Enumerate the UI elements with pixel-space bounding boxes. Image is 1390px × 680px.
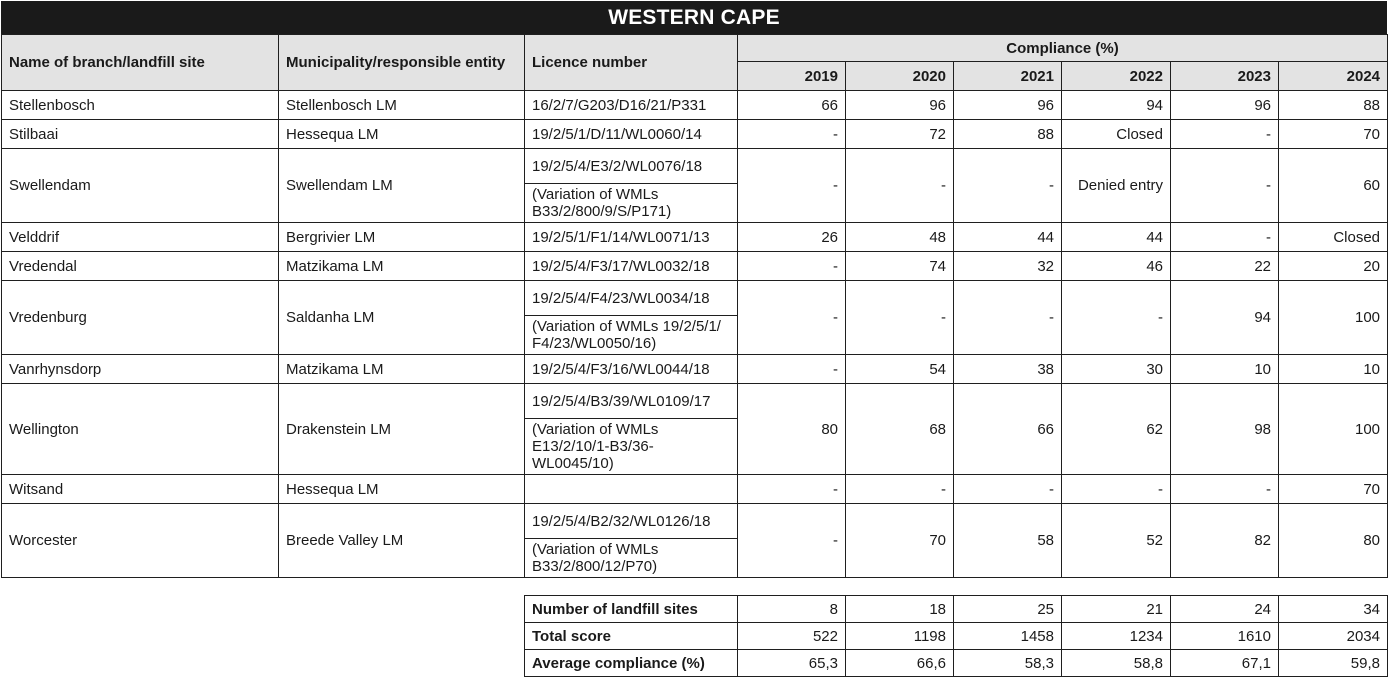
licence-number: 16/2/7/G203/D16/21/P331 — [525, 91, 738, 120]
municipality: Drakenstein LM — [279, 384, 525, 475]
table-row — [2, 91, 1388, 120]
compliance-value: 96 — [1171, 91, 1279, 120]
table-row — [2, 281, 1388, 316]
compliance-value: 66 — [954, 384, 1062, 475]
municipality: Swellendam LM — [279, 149, 525, 223]
municipality: Hessequa LM — [279, 120, 525, 149]
summary-value: 1234 — [1062, 623, 1171, 650]
compliance-value: 100 — [1279, 281, 1388, 355]
compliance-value: Denied entry — [1062, 149, 1171, 223]
licence-variation: (Variation of WMLs B33/2/800/12/P70) — [525, 539, 738, 578]
compliance-value: 58 — [954, 504, 1062, 578]
licence-number: 19/2/5/1/D/11/WL0060/14 — [525, 120, 738, 149]
summary-label: Number of landfill sites — [525, 596, 738, 623]
header-year-2021: 2021 — [954, 62, 1062, 91]
compliance-value: - — [846, 149, 954, 223]
compliance-value: 98 — [1171, 384, 1279, 475]
compliance-value: 80 — [1279, 504, 1388, 578]
compliance-value: 88 — [954, 120, 1062, 149]
site-name: Vanrhynsdorp — [2, 355, 279, 384]
compliance-value: Closed — [1062, 120, 1171, 149]
compliance-value: 70 — [1279, 475, 1388, 504]
licence-number: 19/2/5/4/E3/2/WL0076/18 — [525, 149, 738, 184]
compliance-value: - — [1062, 281, 1171, 355]
summary-value: 67,1 — [1171, 650, 1279, 677]
compliance-value: - — [954, 149, 1062, 223]
compliance-value: - — [738, 149, 846, 223]
compliance-value: - — [1171, 475, 1279, 504]
compliance-value: 80 — [738, 384, 846, 475]
site-name: Velddrif — [2, 223, 279, 252]
header-year-2024: 2024 — [1279, 62, 1388, 91]
header-licence: Licence number — [525, 35, 738, 91]
summary-value: 21 — [1062, 596, 1171, 623]
site-name: Wellington — [2, 384, 279, 475]
compliance-value: - — [846, 475, 954, 504]
table-row — [2, 355, 1388, 384]
summary-value: 8 — [738, 596, 846, 623]
summary-value: 34 — [1279, 596, 1388, 623]
municipality: Stellenbosch LM — [279, 91, 525, 120]
province-title: WESTERN CAPE — [1, 1, 1387, 34]
site-name: Vredendal — [2, 252, 279, 281]
licence-number: 19/2/5/4/B3/39/WL0109/17 — [525, 384, 738, 419]
summary-value: 24 — [1171, 596, 1279, 623]
compliance-value: 22 — [1171, 252, 1279, 281]
compliance-value: 38 — [954, 355, 1062, 384]
compliance-value: - — [738, 120, 846, 149]
summary-value: 2034 — [1279, 623, 1388, 650]
summary-value: 1198 — [846, 623, 954, 650]
licence-number: 19/2/5/4/F3/17/WL0032/18 — [525, 252, 738, 281]
compliance-value: - — [954, 281, 1062, 355]
header-year-2023: 2023 — [1171, 62, 1279, 91]
compliance-value: 96 — [846, 91, 954, 120]
licence-number — [525, 475, 738, 504]
site-name: Witsand — [2, 475, 279, 504]
summary-value: 25 — [954, 596, 1062, 623]
compliance-value: - — [738, 475, 846, 504]
licence-number: 19/2/5/4/F4/23/WL0034/18 — [525, 281, 738, 316]
summary-value: 1458 — [954, 623, 1062, 650]
compliance-value: 62 — [1062, 384, 1171, 475]
site-name: Vredenburg — [2, 281, 279, 355]
licence-number: 19/2/5/4/F3/16/WL0044/18 — [525, 355, 738, 384]
summary-value: 1610 — [1171, 623, 1279, 650]
site-name: Stellenbosch — [2, 91, 279, 120]
compliance-value: - — [846, 281, 954, 355]
summary-label: Average compliance (%) — [525, 650, 738, 677]
municipality: Breede Valley LM — [279, 504, 525, 578]
compliance-value: 100 — [1279, 384, 1388, 475]
compliance-value: 20 — [1279, 252, 1388, 281]
header-year-2020: 2020 — [846, 62, 954, 91]
table-row — [2, 223, 1388, 252]
site-name: Swellendam — [2, 149, 279, 223]
summary-value: 18 — [846, 596, 954, 623]
municipality: Bergrivier LM — [279, 223, 525, 252]
table-row — [2, 384, 1388, 419]
compliance-value: - — [738, 252, 846, 281]
licence-number: 19/2/5/4/B2/32/WL0126/18 — [525, 504, 738, 539]
compliance-value: 52 — [1062, 504, 1171, 578]
licence-variation: (Variation of WMLs B33/2/800/9/S/P171) — [525, 184, 738, 223]
compliance-value: 60 — [1279, 149, 1388, 223]
licence-number: 19/2/5/1/F1/14/WL0071/13 — [525, 223, 738, 252]
table-row — [2, 475, 1388, 504]
summary-value: 65,3 — [738, 650, 846, 677]
licence-variation: (Variation of WMLs E13/2/10/1-B3/36-WL0045/10) — [525, 419, 738, 475]
compliance-value: 68 — [846, 384, 954, 475]
header-year-2019: 2019 — [738, 62, 846, 91]
compliance-value: 82 — [1171, 504, 1279, 578]
municipality: Matzikama LM — [279, 355, 525, 384]
compliance-value: 70 — [846, 504, 954, 578]
compliance-value: - — [1171, 223, 1279, 252]
licence-variation: (Variation of WMLs 19/2/5/1/ F4/23/WL0050/16) — [525, 316, 738, 355]
compliance-value: 96 — [954, 91, 1062, 120]
compliance-document — [1, 1, 1387, 672]
summary-value: 59,8 — [1279, 650, 1388, 677]
compliance-value: 46 — [1062, 252, 1171, 281]
summary-table — [524, 595, 1388, 677]
compliance-value: 74 — [846, 252, 954, 281]
compliance-value: 26 — [738, 223, 846, 252]
header-year-2022: 2022 — [1062, 62, 1171, 91]
compliance-value: 72 — [846, 120, 954, 149]
site-name: Worcester — [2, 504, 279, 578]
site-name: Stilbaai — [2, 120, 279, 149]
compliance-table — [1, 34, 1388, 578]
compliance-value: 66 — [738, 91, 846, 120]
compliance-value: - — [1171, 120, 1279, 149]
compliance-value: 54 — [846, 355, 954, 384]
compliance-value: 10 — [1171, 355, 1279, 384]
compliance-value: - — [738, 281, 846, 355]
table-row — [2, 120, 1388, 149]
summary-value: 58,8 — [1062, 650, 1171, 677]
compliance-value: 32 — [954, 252, 1062, 281]
compliance-value: 44 — [954, 223, 1062, 252]
table-row — [2, 252, 1388, 281]
summary-row — [525, 650, 1388, 677]
header-compliance: Compliance (%) — [738, 35, 1388, 62]
compliance-value: - — [738, 504, 846, 578]
compliance-value: 44 — [1062, 223, 1171, 252]
compliance-value: 88 — [1279, 91, 1388, 120]
header-site: Name of branch/landfill site — [2, 35, 279, 91]
summary-value: 66,6 — [846, 650, 954, 677]
summary-row — [525, 623, 1388, 650]
summary-row — [525, 596, 1388, 623]
compliance-value: 10 — [1279, 355, 1388, 384]
municipality: Saldanha LM — [279, 281, 525, 355]
summary-value: 522 — [738, 623, 846, 650]
table-row — [2, 149, 1388, 184]
municipality: Hessequa LM — [279, 475, 525, 504]
compliance-value: 94 — [1171, 281, 1279, 355]
municipality: Matzikama LM — [279, 252, 525, 281]
summary-value: 58,3 — [954, 650, 1062, 677]
compliance-value: - — [738, 355, 846, 384]
compliance-value: - — [1062, 475, 1171, 504]
compliance-value: 30 — [1062, 355, 1171, 384]
compliance-value: 48 — [846, 223, 954, 252]
table-row — [2, 504, 1388, 539]
summary-label: Total score — [525, 623, 738, 650]
compliance-value: - — [1171, 149, 1279, 223]
compliance-value: 70 — [1279, 120, 1388, 149]
compliance-value: - — [954, 475, 1062, 504]
compliance-value: Closed — [1279, 223, 1388, 252]
header-municipality: Municipality/responsible entity — [279, 35, 525, 91]
compliance-value: 94 — [1062, 91, 1171, 120]
